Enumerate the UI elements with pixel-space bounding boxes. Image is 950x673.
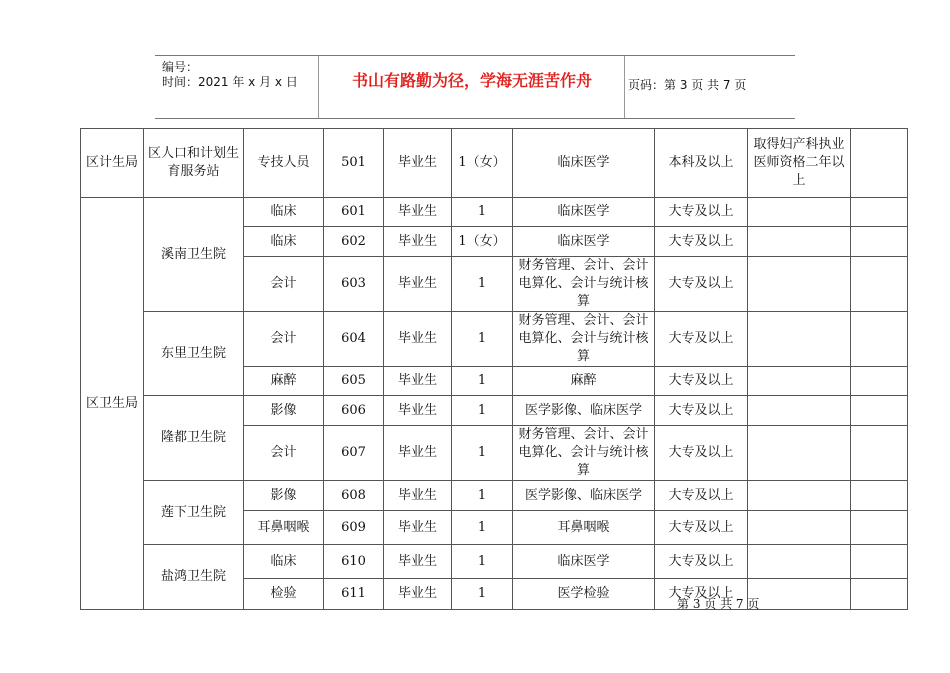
education-cell: 大专及以上	[655, 367, 748, 396]
department-cell: 溪南卫生院	[144, 198, 244, 312]
department-cell: 区人口和计划生育服务站	[144, 129, 244, 198]
applicant-type-cell: 毕业生	[384, 481, 452, 511]
applicant-type-cell: 毕业生	[384, 129, 452, 198]
position-code-cell: 609	[324, 511, 384, 545]
header-bottom-rule	[155, 118, 795, 119]
major-cell: 财务管理、会计、会计电算化、会计与统计核算	[513, 426, 655, 481]
position-code-cell: 602	[324, 227, 384, 257]
position-code-cell: 611	[324, 579, 384, 610]
position-code-cell: 605	[324, 367, 384, 396]
table-row	[81, 396, 908, 426]
headcount-cell: 1	[452, 511, 513, 545]
education-cell: 大专及以上	[655, 312, 748, 367]
major-cell: 耳鼻咽喉	[513, 511, 655, 545]
position-cell: 影像	[244, 396, 324, 426]
headcount-cell: 1（女）	[452, 129, 513, 198]
position-cell: 影像	[244, 481, 324, 511]
position-code-cell: 501	[324, 129, 384, 198]
position-cell: 麻醉	[244, 367, 324, 396]
headcount-cell: 1	[452, 426, 513, 481]
requirement-note-cell	[748, 312, 851, 367]
requirement-note-cell	[748, 426, 851, 481]
education-cell: 大专及以上	[655, 545, 748, 579]
department-cell: 盐鸿卫生院	[144, 545, 244, 610]
headcount-cell: 1	[452, 579, 513, 610]
extra-cell	[851, 367, 908, 396]
headcount-cell: 1	[452, 312, 513, 367]
headcount-cell: 1	[452, 481, 513, 511]
major-cell: 临床医学	[513, 545, 655, 579]
requirement-note-cell	[748, 198, 851, 227]
position-cell: 检验	[244, 579, 324, 610]
department-cell: 东里卫生院	[144, 312, 244, 396]
education-cell: 大专及以上	[655, 396, 748, 426]
requirement-note-cell	[748, 511, 851, 545]
table-row	[81, 545, 908, 579]
education-cell: 大专及以上	[655, 426, 748, 481]
motto-banner: 书山有路勤为径，学海无涯苦作舟	[351, 71, 592, 90]
table-row	[81, 129, 908, 198]
education-cell: 大专及以上	[655, 511, 748, 545]
major-cell: 临床医学	[513, 129, 655, 198]
position-cell: 会计	[244, 426, 324, 481]
header-divider	[624, 56, 625, 118]
headcount-cell: 1	[452, 198, 513, 227]
table-row	[81, 198, 908, 227]
applicant-type-cell: 毕业生	[384, 312, 452, 367]
extra-cell	[851, 481, 908, 511]
major-cell: 医学影像、临床医学	[513, 396, 655, 426]
header-divider	[318, 56, 319, 118]
requirement-note-cell	[748, 545, 851, 579]
education-cell: 大专及以上	[655, 579, 748, 610]
applicant-type-cell: 毕业生	[384, 257, 452, 312]
position-code-cell: 601	[324, 198, 384, 227]
page-code-label: 页码：第 3 页 共 7 页	[628, 78, 747, 92]
major-cell: 财务管理、会计、会计电算化、会计与统计核算	[513, 312, 655, 367]
header-top-rule	[155, 55, 795, 56]
applicant-type-cell: 毕业生	[384, 367, 452, 396]
position-cell: 临床	[244, 545, 324, 579]
applicant-type-cell: 毕业生	[384, 426, 452, 481]
education-cell: 大专及以上	[655, 257, 748, 312]
extra-cell	[851, 129, 908, 198]
extra-cell	[851, 257, 908, 312]
extra-cell	[851, 511, 908, 545]
position-cell: 耳鼻咽喉	[244, 511, 324, 545]
applicant-type-cell: 毕业生	[384, 545, 452, 579]
applicant-type-cell: 毕业生	[384, 511, 452, 545]
department-cell: 隆都卫生院	[144, 396, 244, 481]
headcount-cell: 1（女）	[452, 227, 513, 257]
requirement-note-cell	[748, 257, 851, 312]
extra-cell	[851, 426, 908, 481]
applicant-type-cell: 毕业生	[384, 579, 452, 610]
position-code-cell: 606	[324, 396, 384, 426]
position-cell: 专技人员	[244, 129, 324, 198]
education-cell: 大专及以上	[655, 481, 748, 511]
position-code-cell: 608	[324, 481, 384, 511]
major-cell: 麻醉	[513, 367, 655, 396]
position-code-cell: 603	[324, 257, 384, 312]
unit-cell: 区计生局	[81, 129, 144, 198]
extra-cell	[851, 396, 908, 426]
applicant-type-cell: 毕业生	[384, 396, 452, 426]
applicant-type-cell: 毕业生	[384, 198, 452, 227]
applicant-type-cell: 毕业生	[384, 227, 452, 257]
recruitment-table	[80, 128, 908, 610]
position-code-cell: 610	[324, 545, 384, 579]
education-cell: 本科及以上	[655, 129, 748, 198]
headcount-cell: 1	[452, 545, 513, 579]
position-cell: 临床	[244, 198, 324, 227]
position-code-cell: 604	[324, 312, 384, 367]
headcount-cell: 1	[452, 396, 513, 426]
extra-cell	[851, 227, 908, 257]
department-cell: 莲下卫生院	[144, 481, 244, 545]
unit-cell: 区卫生局	[81, 198, 144, 610]
requirement-note-cell	[748, 367, 851, 396]
serial-number-label: 编号：	[162, 60, 199, 74]
major-cell: 医学检验	[513, 579, 655, 610]
major-cell: 医学影像、临床医学	[513, 481, 655, 511]
major-cell: 临床医学	[513, 198, 655, 227]
position-cell: 会计	[244, 312, 324, 367]
headcount-cell: 1	[452, 367, 513, 396]
position-cell: 临床	[244, 227, 324, 257]
position-cell: 会计	[244, 257, 324, 312]
date-label: 时间：2021 年 x 月 x 日	[162, 75, 298, 89]
extra-cell	[851, 579, 908, 610]
requirement-note-cell	[748, 481, 851, 511]
extra-cell	[851, 545, 908, 579]
extra-cell	[851, 312, 908, 367]
page-footer: 第 3 页 共 7 页	[677, 597, 760, 611]
table-row	[81, 481, 908, 511]
education-cell: 大专及以上	[655, 198, 748, 227]
requirement-note-cell	[748, 579, 851, 610]
requirement-note-cell	[748, 227, 851, 257]
position-code-cell: 607	[324, 426, 384, 481]
requirement-note-cell: 取得妇产科执业医师资格二年以上	[748, 129, 851, 198]
education-cell: 大专及以上	[655, 227, 748, 257]
major-cell: 临床医学	[513, 227, 655, 257]
requirement-note-cell	[748, 396, 851, 426]
extra-cell	[851, 198, 908, 227]
table-row	[81, 312, 908, 367]
major-cell: 财务管理、会计、会计电算化、会计与统计核算	[513, 257, 655, 312]
headcount-cell: 1	[452, 257, 513, 312]
